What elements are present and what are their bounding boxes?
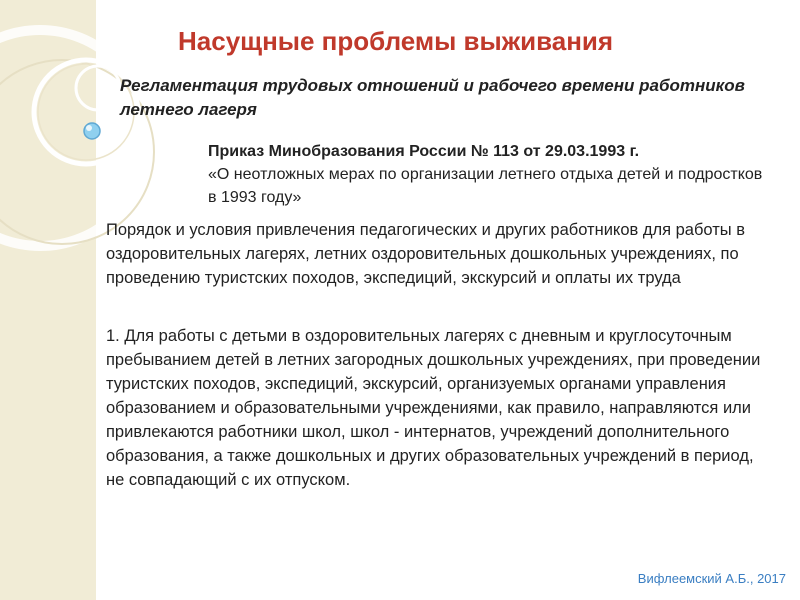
paragraph-item-1: 1. Для работы с детьми в оздоровительных лагерях с дневным и круглосуточным пребыванием детей в летних загородных дошкольных учреждениях, при проведении туристских походов, экспедиций, экскурсий, организуемых органами управления образованием и образовательными учреждениями, как правило, направляются или привлекаются работники школ, школ - интернатов, учреждений дополнительного образования, а также дошкольных и других образовательных учреждений в период, не совпадающий с их отпуском.	[106, 327, 761, 489]
paragraph-conditions: Порядок и условия привлечения педагогических и других работников для работы в оздоровительных лагерях, летних оздоровительных дошкольных учреждениях, по проведению туристских походов, экспедиций, экскурсий и оплаты их труда	[106, 221, 746, 287]
order-reference	[208, 140, 768, 209]
slide-subtitle: Регламентация трудовых отношений и рабочего времени работников летнего лагеря	[120, 76, 745, 119]
order-title: Приказ Минобразования России № 113 от 29.03.1993 г.	[208, 143, 640, 160]
slide-title: Насущные проблемы выживания	[178, 26, 614, 56]
order-name: «О неотложных мерах по организации летнего отдыха детей и подростков в 1993 году»	[208, 166, 763, 206]
author-credit: Вифлеемский А.Б., 2017	[637, 571, 786, 586]
decorative-side-panel	[0, 0, 96, 600]
